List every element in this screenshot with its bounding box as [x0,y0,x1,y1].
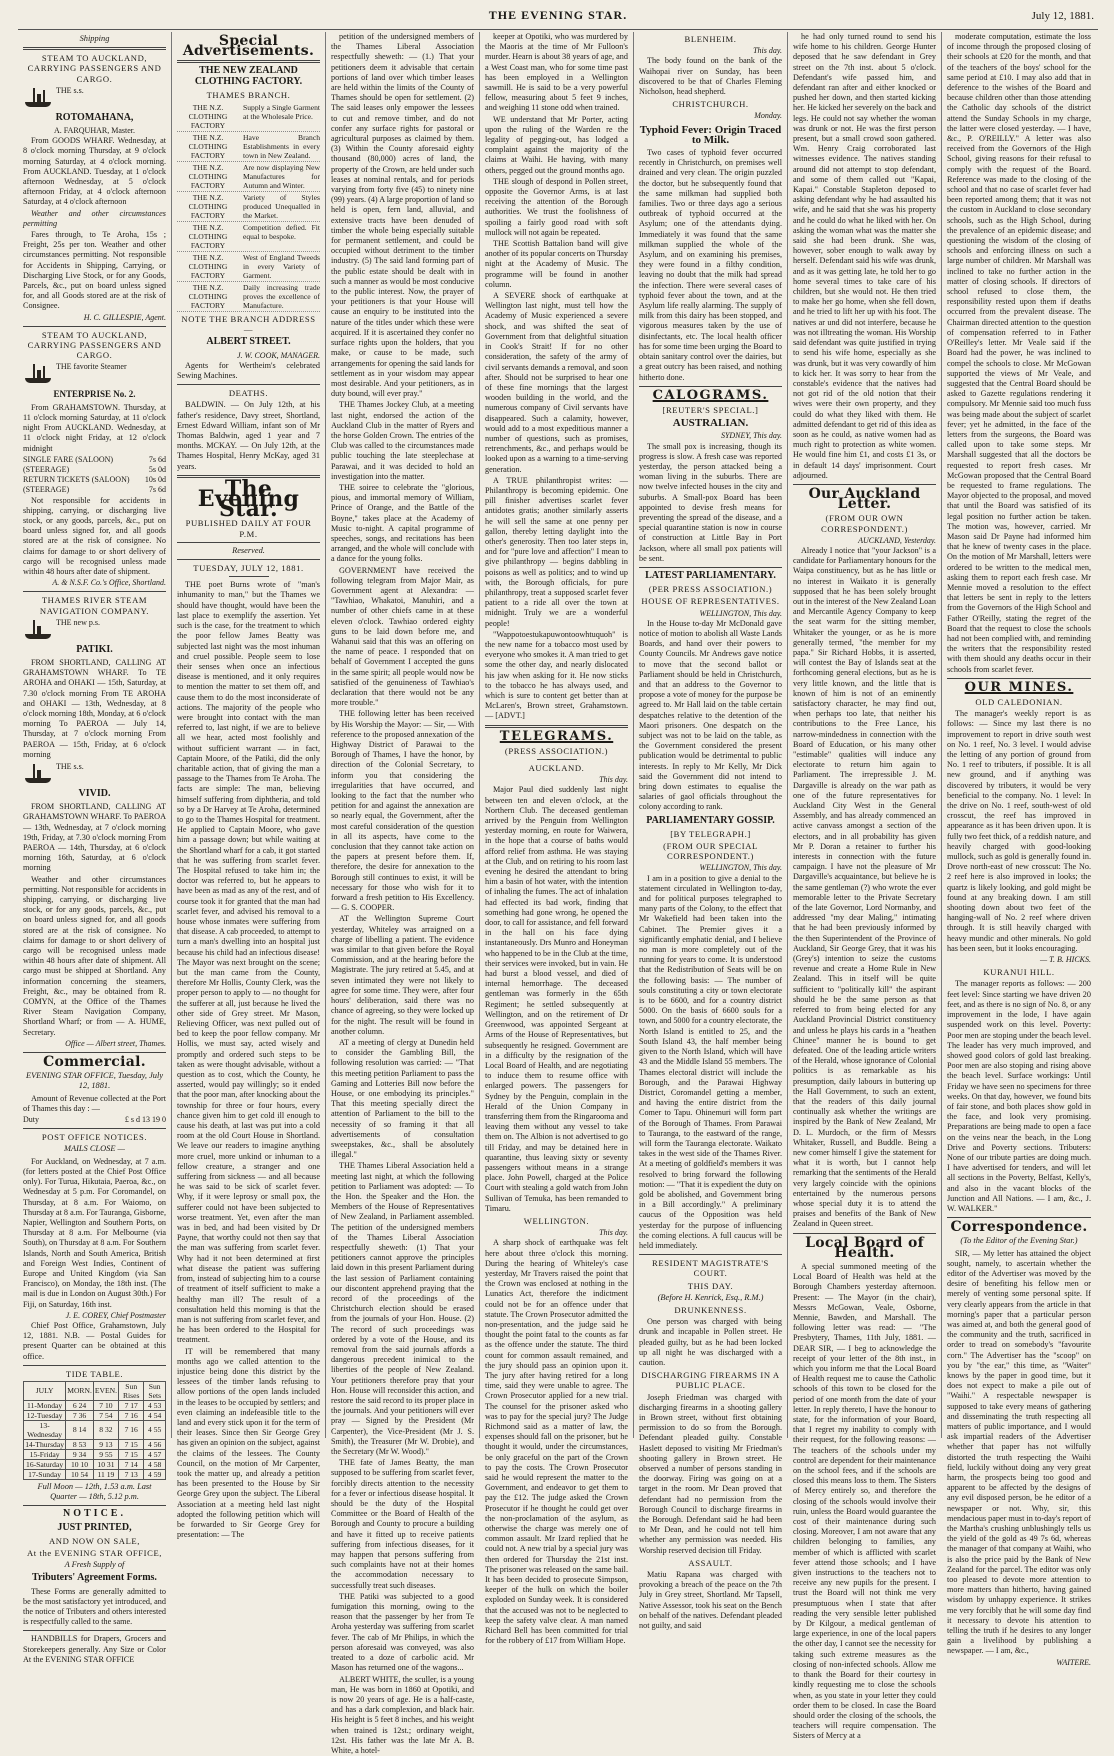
australian-heading: AUSTRALIAN. [639,418,782,428]
article-paragraph: petition of the undersigned members of the Thames Liberal Association respectfully sheweth: — (1.) That your petitioners deem it advisable that certain portions of land over which timber leases are held within the limits of the County of Thames should be open for settlement. (2) The said leases only empower the lessees to cut and remove timber, and do not confer any surface rights for pastoral or agricultural purposes as claimed by them. (3) Within the County aforesaid eighty thousand (80,000) acres of land, the property of the Crown, are held under such leases at nominal rentals, and for periods varying from forty five (45) to ninety nine (99) years. (4) A large proportion of land so held is open, fern land, alluvial, and extensive tracts have been denuded of timber the whole being especially suitable for permanent settlement, and could be occupied without detriment to the timber industry. (5) The said land forming part of the public estate should be dealt with in such a manner as would be most conducive to the public interest. Now, the prayer of your petitioners is that your House will cause an enquiry to be instituted into the nature of the titles under which these were acquired. If it is ascertained they confer no surface rights upon the holders, that you make, or cause to be made, such arrangements for opening the said lands for settlement as in your wisdom may appear most desirable. And your petitioners, as in duty bound, will ever pray." [331,32,474,399]
ad-vivid-name: VIVID. [23,789,166,799]
table-row: 14-Thursday 8 53 9 13 7 15 4 56 [24,1439,166,1449]
table-row: 16-Saturday 10 10 10 31 7 14 4 58 [24,1459,166,1469]
factory-note: NOTE THE BRANCH ADDRESS — [177,314,320,334]
ad-vivid-body: FROM SHORTLAND, CALLING AT GRAHAMSTOWN WHARF. To PAEROA — 13th, Wednesday, at 7 o'clock morning 19th, Friday, at 7.30 o'clock morning From PAEROA — 14th, Thursday, at 6 o'clock morning 16th, Saturday, at 6 o'clock morning [23,802,166,873]
wellington-body: A sharp shock of earthquake was felt here about three o'clock this morning. During the hearing of Whiteley's case yesterday, Mr Travers raised the point that the Crown was enclosed at nothing in the Lunatics Act, therefore the indictment could not be for an offence under that statute. The Crown Prosecutor admitted the non-presentation, and the judge said he thought the point fatal to the counts as far as the offence under the statute. The third count for common assault remained, and the jury should pass an opinion upon it. The jury after having retired for a long time, said they were unable to agree. The Crown Prosecutor applied for a new trial. The counsel for the prisoner asked who was to pay for the special jury? The Judge Richmond said as a matter of law, the expenses should fall on the prisoner, but he thought it would, under the circumstances, be only graceful on the part of the Crown to pay the costs. The Crown Prosecutor said he would represent the matter to the Government, and endeavor to get them to pay the £12. The judge asked the Crown Prosecutor if he thought he could get over the non-proclamation of the asylum, as otherwise the charge was merely one of common assault. Mr Izard replied that he could not. A new trial by a special jury was then ordered for Thursday the 21st inst. The prisoner was released on the same bail. It has been decided to prosecute Simpson, keeper of the hulk on which the boiler exploded on Sunday week. It is considered that the accused was not to be neglected to keep the safety valve clear. A man named Richard Bell has been committed for trial for the robbery of £17 from William Hope. [485,1238,628,1646]
deaths-body: BALDWIN. — On July 12th, at his father's residence, Davy street, Shortland, Ernest Edward William, infant son of Mr Thomas Baldwin, aged 1 year and 7 months. MCKAY. — On July 12th, at the Thames Hospital, Henry McKay, aged 31 years. [177,400,320,471]
duty-row: Duty £ s d 13 19 0 [23,1115,166,1125]
post-office-heading: POST OFFICE NOTICES. [23,1132,166,1142]
factory-address: ALBERT STREET. [177,337,320,347]
blenheim-heading: BLENHEIM. [639,34,782,44]
gossip-day: WELLINGTON, This day. [639,863,782,873]
newspaper-page [18,6,1098,1438]
parliamentary-heading: LATEST PARLIAMENTARY. [639,571,782,581]
column-7 [942,32,1096,1438]
ad-patiki-body: FROM SHORTLAND, CALLING AT GRAHAMSTOWN WHARF. To TE AROHA and OHAKI — 15th, Saturday, at 7.30 o'clock morning From TE AROHA and OHAKI — 13th, Wednesday, at 8 o'clock morning 18th, Monday, at 6 o'clock morning To PAEROA — July 14, Thursday, at 7 o'clock morning From PAEROA — 15th, Friday, at 6 o'clock morning [23,658,166,760]
newspaper-title: The Evening Star. [177,484,320,515]
factory-row: THE N.Z. CLOTHING FACTORY Are now displaying New Manufactures for Autumn and Winter. [177,162,320,192]
deaths-heading: DEATHS. [177,388,320,398]
auckland-heading: AUCKLAND. [485,763,628,773]
running-head-title: THE EVENING STAR. [18,8,1098,23]
gossip-heading: PARLIAMENTARY GOSSIP. [639,816,782,826]
notice-footer: HANDBILLS for Drapers, Grocers and Storekeepers generally. Any Size or Color At the EVENING STAR OFFICE [23,1634,166,1665]
article-paragraph: he had only turned round to send his wife home to his children. George Hunter deposed that he saw defendant in Grey street on the 7th inst. about 5 o'clock. Defendant's wife passed him, and defendant ran after and either knocked or pushed her down, and then started kicking her. He kicked her severely on the back and legs. He could not say whether the woman was drunk or not. He was the first person present, but a small crowd soon gathered. Wm. Henry Craig corroborated last witnesses evidence. The natives standing around did not attempt to stop defendant, and some of them called out "Kapai, Kapai." Constable Stapleton deposed to asking defendant why he had assaulted his wife, and he said that she was his property and he could do what he liked with her. On asking the woman what was the matter she said she had been drunk. She was, however, sober enough to walk away by herself. Defendant said his wife was drunk, and as it was getting late, he told her to go home several times to take care of his children, but she would not. He then tried to make her go home, when she fell down, and he tried to lift her up with his foot. The natives ar und did not interfere, because he was not illtreating the woman. His Worship said defendant was quite justified in trying to send his wife home, especially as she was drunk, but it was very cowardly of him to kick her. It was sorry to hear from the constable's evidence that the natives had not got rid of the old notion that their wives were their own property, and they could do what they liked with them. He admitted defendant to get rid of this idea as soon as he could, as native women had as much right to protection as white women. He would fine him £1, and costs £1 3s, or in default 14 days' imprisonment. Court adjourned. [793,32,936,481]
table-row: 15-Friday 9 34 9 55 7 15 4 57 [24,1449,166,1459]
post-office-sig: J. E. COREY, Chief Postmaster [23,1311,166,1321]
fare-row: (STEERAGE) 7s 6d [23,485,166,495]
ad-rotomahana-notice: Fares through, to Te Aroha, 15s ; Freight, 25s per ton. Weather and other circumstances permitting. Not responsible for Accidents in Shipping, Carrying, or Discharging Live Stock, or for any Goods, Parcels, &c., put on board unless signed for, and all Goods stored are at the risk of Consignee. [23,230,166,312]
fare-row: RETURN TICKETS (SALOON) 10s 0d [23,475,166,485]
notice-line2: AND NOW ON SALE, [23,1536,166,1546]
commercial-heading: Commercial. [23,1057,166,1067]
notice-line1: JUST PRINTED, [23,1523,166,1533]
auckland-letter-day: AUCKLAND, Yesterday. [793,536,936,546]
typhoid-heading: Typhoid Fever: Origin Traced to Milk. [639,125,782,145]
divider [23,47,166,50]
notice-line4: A Fresh Supply of [23,1560,166,1570]
divider [23,1505,166,1506]
ad-vivid-notice: Weather and other circumstances permitting. Not responsible for accidents in shipping, carrying, or discharging live stock, or for any goods, parcels, &c., put on board unless signed for, and all goods stored are at the risk of consignee. No claims for damage to or short delivery of cargo will be recognised unless made within 48 hours after date of shipment. All cargo must be shipped at Shortland. Any information concerning the steamers, Freight, &c., may be obtained from R. COMYN, at the Office of the Thames River Steam Navigation Company, Shortland Wharf; or from — A. HUME, Secretary. [23,875,166,1038]
notice-line5: Tributers' Agreement Forms. [23,1573,166,1583]
commercial-office: EVENING STAR OFFICE, Tuesday, July 12, 1881. [23,1071,166,1091]
notice-heading: NOTICE. [23,1509,166,1519]
typhoid-body: Two cases of typhoid fever occurred recently in Christchurch, on premises well drained and very clean. The origin puzzled the doctor, but he subsequently found that the same milkman had supplied both families. Two or three days ago a serious outbreak of typhoid occurred at the Asylum; one of the attendants dying. Immediately it was found that the same milkman supplied the whole of the Asylum, and on examining his premises, they were found in a filthy condition, leaving no doubt that the milk had spread the infection. There were several cases of typhoid fever about the town, and at the Asylum life really alarming. The supply of milk from this dairy has been stopped, and vigorous measures taken by the use of disinfectants, etc. The local health officer has for some time been urging the Board to obtain sanitary control over the dairies, but a great outcry has been raised, and nothing hitherto done. [639,148,782,383]
house-day: WELLINGTON, This day. [639,609,782,619]
divider [485,725,628,728]
divider [177,559,320,560]
blenheim-body: The body found on the bank of the Waihopai river on Sunday, has been discovered to be that of Charles Fleming Nicholson, head shepherd. [639,56,782,97]
article-paragraph: THE Thames Jockey Club, at a meeting last night, endorsed the action of the Auckland Club in the matter of Ryers and the horse Golden Crown. The entries of the Club was called to the circumstances made public touching the late steeplechase at Parawai, and it was decided to hold an investigation into the matter. [331,400,474,482]
assault-heading: ASSAULT. [639,1558,782,1568]
sydney-body: The small pox is increasing, though its progress is slow. A fresh case was reported yesterday, the person attacked being a woman living in the suburbs. There are now twelve infected houses in the city and suburbs. A Small-pox Board has been appointed to devise fresh means for preventing the spread of the disease, and a special quarantine station is now in course of construction at Little Bay in Port Jackson, where all small pox patients will be sent. [639,442,782,564]
running-head-date: July 12, 1881. [1032,10,1094,22]
column-4 [480,32,634,1438]
post-office-footer: Chief Post Office, Grahamstown, July 12, 1881. N.B. — Postal Guides for present Quarter can be obtained at this office. [23,1321,166,1362]
divider [537,759,577,760]
tide-heading: TIDE TABLE. [23,1369,166,1379]
house-heading: HOUSE OF REPRESENTATIVES. [639,596,782,606]
factory-row: THE N.Z. CLOTHING FACTORY Daily increasing trade proves the excellence of Manufacture. [177,282,320,312]
ship-illustration-row [23,618,166,642]
column-1 [18,32,172,1438]
article-paragraph: THE Scottish Battalion band will give another of its popular concerts on Thursday night at the Academy of Music. The programme will be found in another column. [485,239,628,290]
correspondence-sig: WAITERE. [947,1658,1091,1668]
divider [23,326,166,327]
ad-patiki-shipline: THE new p.s. [56,618,166,628]
auckland-letter-corr: (FROM OUR OWN CORRESPONDENT.) [793,513,936,533]
article-paragraph: THE Patiki was subjected to a good fumigation this morning, owing to the reason that the passenger by her from Te Aroha yesterday was suffering from scarlet fever. The cab of Mr Philips, in which the person aforesaid was conveyed, was also treated to a doze of carbolic acid. Mr Mason has returned one of the wagons... [331,1592,474,1674]
firearms-body: Joseph Friedman was charged with discharging firearms in a shooting gallery in Brown street, without first obtaining permission to do so from the Borough. Defendant pleaded guilty. Constable Haslett deposed to visiting Mr Friedman's shooting gallery in Brown street. He observed a number of persons standing in the doorway. Firing was going on at a target in the room. Mr Dean proved that defendant had no permission from the Borough Council to discharge firearms in the Borough. Defendant said he had been to Mr Dean, and he could not tell him whether any permission was needed. His Worship reserved decision till Friday. [639,1393,782,1556]
auckland-letter-body: Already I notice that "your Jackson" is a candidate for Parliamentary honours for the Waipa constituency, but as he has little or no interest in Waikato it is generally supposed that he has been solely brought out in the interest of the New Zealand Loan and Mercantile Agency Company to keep the seat warm for the sitting member, Whitaker the younger, or as he is more generally termed, "the member for my papa." Sir Richard Hobbs, it is asserted, will contest the Bay of Islands seat at the forthcoming general elections, but as he is very little known, and the little that is known of him is not of an eminently satisfactory character, he may find out, when perhaps too late, that neither his contributions to the Free Lance, his narrow-mindedness in connection with the Board of Education, or his many other "estimable" qualities will induce any electorate to return him again to Parliament. The irrepressible J. M. Dargaville is already on the war path as one of the future representatives for Auckland City West in the General Assembly, and has already commenced an active canvass amongst a section of the electors, and in all probability has given Mr P. Doran a retainer to further his interests in connection with the future campaign. I have not the pleasure of Mr Dargaville's acquaintance, but believe he is the same gentleman (?) who wrote the ever memorable letter to the Private Secretary of the late Governor, Lord Normanby, and addressed "my dear Maling," intimating that he had been previously informed by the then Superintendent of the Province of Auckland, Sir George Grey, that it was his (Grey's) intention to seize the customs revenue and create a Home Rule in New Zealand. This in itself will be quite sufficient to "politically kill" the aspirant should he be the same person as that referred to from being elected for any Auckland Provincial District constituency and unless he plays his cards in a "heathen Chinee" manner he is bound to get defeated. One of the leading article writers of the Herald, whose ignorance of Colonial politics is as remarkable as his presumption, daily labours in buttering up the Hall Government, to such an extent, that the readers of this daily journal continually ask whether the writings are inspired by the Bank of New Zealand, Mr D. L. Murdoch, or the firm of Messrs Whitaker, Russell, and Buddle. Being a new comer himself I give the statement for what it is worth, but I cannot help remarking that the sentiments of the Herald very largely coincide with the opinions entertained by the numerous persons whose special duty it is to attend the praises and benefits of the Bank of New Zealand in Queen street. [793,546,936,1230]
wellington-heading: WELLINGTON. [485,1216,628,1226]
factory-branch: THAMES BRANCH. [177,90,320,100]
divider [177,384,320,385]
factory-row: THE N.Z. CLOTHING FACTORY Have Branch Establishments in every town in New Zealand. [177,132,320,162]
old-caledonian-body: The manager's weekly report is as follows: — Since my last there is no improvement to report in drive south west on No. 1 reef, No. 3 level. I would advise the letting of any portion of ground from No. 1 reef to tributers, if possible. It is all new ground, and if anything was discovered by tributers, it would be very beneficial to the company. No. 1 level: In the drive on No. 1 reef, south-west of old crosscut, the reef has improved in appearance as it has been driven upon. It is fully two feet thick, of a reddish nature, and heavily charged with good-looking mullock, such as gold is generally found in. Drove north-east of new crosscut: The No. 2 reef here is also improved in looks; the quartz is likely looking, and gold might be found at any breaking down. I am still shooting down about two feet of the hanging-wall of No. 2 reef where driven through. It is still heavily charged with heavy mundic and other minerals. No gold has been seen, but it looks encouraging. [947,709,1091,954]
factory-agents: Agents for Wertheim's celebrated Sewing Machines. [177,361,320,381]
divider [793,1233,936,1234]
factory-row: THE N.Z. CLOTHING FACTORY Competition defied. Fit equal to bespoke. [177,222,320,252]
table-row: 13-Wednesday 8 14 8 32 7 16 4 55 [24,1420,166,1439]
telegrams-heading: TELEGRAMS. [485,732,628,742]
article-paragraph: GOVERNMENT have received the following telegram from Major Mair, as Government agent at Alexandra: — "Tawhiao, Whakatoi, Manuhiri, and a number of other chiefs came in at these eleven o'clock. Tawhiao ordered eighty guns to be laid down before me, and Wahanui said that this was an offering on the name of peace. I responded that on behalf of Government I accepted the guns in the same spirit; all people would now be satisfied of the genuineness of Tawhiao's declaration that there would not be any more trouble." [331,566,474,709]
correspondence-body: SIR, — My letter has attained the object sought, namely, to ascertain whether the editor of the Advertiser was moved by the desire of benefiting his fellow men or merely of venting some personal spite. If very clearly appears from the article in that morning's paper that a particular person was aimed at, and both the general good of the community and the truth, sacrificed in order to tread on somebody's "favourite corn." The Advertiser has the "scoop" on you by "the ear," this time, as "Waiter" knows by the paper in good time, but it does not expect to make a pile out of "Waihi." A respectable newspaper is supposed to take every means of gathering and disseminating the truth respecting all matters of public importance, and I would ask impartial readers of the Advertiser whether that paper has not wilfully distorted the truth respecting the Waihi field, luckily without doing any very great harm, the prospects being too good and apparent to be affected by the designs of any evil disposed person, be he editor of a newspaper or not. Why, sir, this mendacious paper must in to-day's report of the Martha's crushing unblushingly tells us the yield of the gold as 49 7s 6d, whereas the manager of that company at Waihi, who is also the price paid by the Bank of New Zealand for the parcel. The editor was only too pleased to devote more attention to more matters than hitherto, having gained wisdom by unhappy experience. It strikes me very forcibly that he will some day find it necessary to devote his attention to telling the truth if he desires to any longer gain a livelihood by publishing a newspaper. — I am, &c., [947,1249,1091,1657]
gossip-by: [BY TELEGRAPH.] [639,829,782,839]
column-3 [326,32,480,1438]
ad-enterprise-heading: STEAM TO AUCKLAND, CARRYING PASSENGERS AND CARGO. [23,330,166,361]
old-caledonian-heading: OLD CALEDONIAN. [947,697,1091,707]
divider [639,386,782,387]
table-row: 17-Sunday 10 54 11 19 7 13 4 59 [24,1469,166,1479]
ad-vivid-shipline: THE s.s. [56,762,166,772]
commercial-body: Amount of Revenue collected at the Port of Thames this day : — [23,1094,166,1114]
factory-list [177,102,320,312]
board-of-health-heading: Local Board of Health. [793,1238,936,1258]
divider [229,576,269,577]
ad-vivid-agent: Office — Albert street, Thames. [23,1039,166,1049]
editorial-body: THE poet Burns wrote of "man's inhumanity to man," but the Thames we should have thought, would have been the last place to exemplify the assertion. Yet such is the case, for the treatment to which the poor fellow James Beatty was subjected last night was the most inhuman and cruel possible. People seem to lose their senses when once an infectious disease is mentioned, and it only requires to mention the matter to set them off, and cause them to do the most inconsiderate of actions. The majority of the people who were brought into contact with the man referred to, last night, if we are to believe all we hear, acted most foolishly and without sufficient warrant — in fact, Captain Moore, of the Patiki, did the only charitable action, that of giving the man a passage to the Thames from Te Aroha. The facts are simple: The man, believing himself suffering from diphtheria, and told so by a Dr Harvey at Te Aroha, determined to go to the Thames Hospital for treatment. He applied to Captain Moore, who gave him a passage down; but while waiting at the Shortland wharf for a cab, it got started that he was suffering from scarlet fever. The Hospital refused to take him in; the doctor was referred to, but he appears to have been as mad as any of the rest, and of course took it for granted that the man had scarlet fever, and advised his removal to a house whose inmates were suffering from that disease. A cab proceeded, to attempt to turn a man's dwelling into an hospital just because his child had an infectious disease! The Mayor was next brought on the scene; but the man came from the County, therefore Mr Hollis, County Clerk, was the proper person to apply to — no thought for the sufferer at all, just because he lived the other side of Grey street. Mr Mason, Relieving Officer, was next pulled out of bed to keep the poor fellow company. Mr Hollis, we must say, acted wisely and promptly and ordered such steps to be taken as were thought advisable, without a question as to cost, which the County, he asserted, would pay willingly; so it ended that the poor man, after knocking about the township for three or four hours, every chance given him to get cold ill enough to cause his death, at last was put into a cold room at the old Court House in Shortland. We leave our readers to imagine anything more cruel, more unkind or inhuman to a fellow creature, a stranger and one suffering from sickness — and all because he was said to be sick of scarlet fever. Why, if it were leprosy or small pox, the sufferer could not have been subjected to worse treatment. Yet, even after the man was in bed, and had been visited by Dr Payne, that worthy could not then say that the man was suffering from scarlet fever. Why had it not been determined at first what disease the patient was suffering from, instead of subjecting him to a course of treatment of itself sufficient to make a healthy man ill? The result of a consultation held this morning is that the man is not suffering from scarlet fever, and he has been ordered to the Hospital for treatment. [177,580,320,1345]
tide-moon: Full Moon — 12th, 1.53 a.m. Last Quarter — 18th, 5.12 p.m. [23,1482,166,1502]
ad-rotomahana-master: A. FARQUHAR, Master. [23,126,166,136]
divider [177,60,320,63]
sydney-day: SYDNEY, This day. [639,431,782,441]
divider [23,1128,166,1129]
auckland-day: This day. [485,775,628,785]
notice-line3: At the EVENING STAR OFFICE, [23,1548,166,1558]
divider [23,1052,166,1053]
factory-row: THE N.Z. CLOTHING FACTORY Variety of Styles produced Unequalled in the Market. [177,192,320,222]
steamship-icon [23,618,53,642]
calograms-heading: CALOGRAMS. [639,391,782,401]
reserved-line: Reserved. [177,546,320,556]
steamship-icon [23,762,53,786]
drunk-body: One person was charged with being drunk and incapable in Pollen street. He pleaded guilty, but as he had been locked up all night he was discharged with a caution. [639,1317,782,1368]
special-ads-heading: Special Advertisements. [177,36,320,56]
article-paragraph: keeper at Opotiki, who was murdered by the Maoris at the time of Mr Fulloon's murder. Hearn is about 38 years of age, and a West Coast man, who for some time past has been employed in a Wellington sawmill. He is said to be a very powerful fellow, measuring about 5 feet 9 inches, and weighing 11 stone odd when trained. [485,32,628,114]
kuranui-body: The manager reports as follows: — 200 feet level: Since starting we have driven 20 feet, and as there is no sign of No. 8, or any improvement in the lode, I have again suspended work on this level. Poverty: Poor men are stoping under the beach level. The leader has very much improved, and showed good colors of gold last breaking. Poor men are also stoping and rising above the beach level. Surface workings: Until Friday we have seen no specimens for three weeks. On that day, however, we found bits of fair stone, and both places show gold in the face, and look very promising. Preparations are being made to open a face on the veins near the beach, in the Long Drive and Poverty sections. Tributers: None of our tribute parties are doing much. I have advertised for tenders, and will let all sections in the Poverty, Belfast, Kelly's, and also in the vacant blocks of the Junction and All Nations. — I am, &c., J. W. WALKER." [947,979,1091,1214]
published-line: PUBLISHED DAILY AT FOUR P.M. [177,518,320,538]
ad-rotomahana-name: ROTOMAHANA, [23,113,166,123]
board-of-health-body: A special summoned meeting of the Local Board of Health was held at the Borough Chambers yesterday afternoon. Present: — The Mayor (in the chair), Messrs McGowan, Veale, Osborne, Mennie, Bawden, and Marshall. The following letter was read: — "The Presbytery, Thames, 11th July, 1881. — DEAR SIR, — I beg to acknowledge the receipt of your letter of the 8th inst., in which you inform me that the Local Board of Health request me to cause the Catholic schools of this town to be closed for the period of one month from the date of your letter. In reply thereto, I have the honour to state, for the information of your Board, that I regret my inability to comply with their request, for the following reasons: — The teachers of the schools under my control are dependent for their maintenance on the school fees, and if the schools are closed this means loss to them. The Sisters of Mercy entirely so, and therefore the closing of the schools would involve their ruin, unless the Board would guarantee the cost of their maintenance during such closing. Moreover, I am not aware that any children belonging to families, any member of which is afflicted with scarlet fever attend those schools; and I have given instructions to the teachers not to receive any new pupils for the present. I trust the Board will not think me very presumptuous when I state that after reading the very sensible letter published by Dr Kilgour, a medical gentleman of large experience, in one of the local papers the other day, I cannot see the necessity for taking such extreme measures as the closing of non-infected schools. Allow me to thank the Board for their courtesy in kindly requesting me to close the schools when, as you state in your letter they could order them to be closed. In case the Board should order the closing of the schools, the teachers will require compensation. The Sisters of Mercy at a [793,1262,936,1742]
ad-rotomahana-agent: H. C. GILLESPIE, Agent. [23,313,166,323]
factory-row: THE N.Z. CLOTHING FACTORY Supply a Single Garment at the Wholesale Price. [177,102,320,132]
article-paragraph: THE soiree to celebrate the "glorious, pious, and immortal memory of William, Prince of Orange, and the Battle of the Boyne," takes place at the Academy of Music to-night. A capital programme of speeches, songs, and recitations has been arranged, and the whole will conclude with a dance for the young folks. [331,483,474,565]
divider [23,1365,166,1366]
article-paragraph: THE fate of James Beatty, the man supposed to be suffering from scarlet fever, forcibly directs attention to the necessity for a fever or infectious disease hospital. It should be the duty of the Hospital Committee or the Board of Health of the Borough and County to procure a building and have it fitted up to receive patients suffering from infectious diseases, for it may happen that persons suffering from such complaints have not at their homes the accommodation necessary to successfully treat such diseases. [331,1458,474,1591]
ship-illustration-row [23,362,166,386]
factory-title: THE NEW ZEALAND CLOTHING FACTORY. [177,66,320,86]
shipping-heading: Shipping [23,34,166,44]
tide-table [23,1381,166,1480]
running-head [18,6,1098,30]
factory-row: THE N.Z. CLOTHING FACTORY West of England Tweeds in every Variety of Garment. [177,252,320,282]
divider [177,542,320,543]
gossip-corr: (FROM OUR SPECIAL CORRESPONDENT.) [639,841,782,861]
telegrams-press: (PRESS ASSOCIATION.) [485,746,628,756]
christchurch-day: Monday. [639,111,782,121]
post-office-sub: MAILS CLOSE — [23,1144,166,1154]
article-paragraph: AT the Wellington Supreme Court yesterday, Whiteley was arraigned on a charge of libelling a patient. The evidence was similar to that given before the Royal Commission, and at the hearing before the Magistrate. The jury retired at 5.45, and at seven intimated they were not likely to agree for some time. They were, after four hours' deliberation, said there was no chance of agreeing, so they were locked up for the night. The result will be found in another column. [331,914,474,1036]
correspondence-heading: Correspondence. [947,1222,1091,1232]
correspondence-to: (To the Editor of the Evening Star.) [947,1236,1091,1246]
ad-rotomahana-weather: Weather and other circumstances permitting [23,209,166,229]
column-2 [172,32,326,1438]
article-paragraph: AT a meeting of clergy at Dunedin held to consider the Gambling Bill, the following resolution was carried: — "That this meeting petition Parliament to pass the Gaming and Lotteries Bill now before the House, or one embodying its principles." That this meeting specially direct the attention of Parliament to the bill to the necessity of so framing it that all advertisements of consultation sweepstakes, &c., shall be absolutely illegal." [331,1038,474,1160]
article-paragraph: A SEVERE shock of earthquake at Wellington last night, must tell how the Academy of Music experienced a severe shock, and was shifted the seat of Government from that delightful situation in Cook's Strait! If for no other consideration, the safety of the army of civil servants demands a removal, and soon after. Should not be surprised to hear one of these fine mornings that the largest wooden building in the world, and the numerous company of Civil servants have disappeared. Such a calamity, however, would add to a most expeditious manner a number of questions, such as promises, retrenchments, &c., and perhaps would be looked upon as a warning to a time-serving generation. [485,291,628,475]
divider [639,567,782,568]
house-body: In the House to-day Mr McDonald gave notice of motion to abolish all Waste Lands Boards, and hand over their powers to County Councils. Mr Andrews gave notice to move that the second ballot or Parliament should be held in Christchurch, and that an address to the Governor to propose a vote of money for the purpose be agreed to. Mr Hall laid on the table certain despatches relative to the detention of the Maori prisoners. One despatch on the subject was not to be laid on the table, as the Government considered the present publication would be detrimental to public interests. In reply to Mr Kelly, Mr Dick said the Government did not intend to bring down estimates to equalise the salaries of gaol officials throughout the colony according to rank. [639,619,782,813]
factory-manager: J. W. COOK, MANAGER. [177,351,320,361]
ship-illustration-row [23,762,166,786]
auckland-letter-heading: Our Auckland Letter. [793,489,936,509]
firearms-heading: DISCHARGING FIREARMS IN A PUBLIC PLACE. [639,1370,782,1390]
columns [18,32,1098,1438]
wellington-day: This day. [485,1228,628,1238]
rm-court-before: (Before H. Kenrick, Esq., R.M.) [639,1293,782,1303]
ad-enterprise-notice: Not responsible for accidents in shipping, carrying, or discharging live stock, or any goods, parcels, &c., put on board unless signed for, and all goods stored are at the risk of consignee. No claims for damage to or short delivery of cargo will be recognised unless made within 48 hours after date of shipment. [23,496,166,578]
ad-enterprise-body: From GRAHAMSTOWN. Thursday, at 11 o'clock morning Saturday, at 11 o'clock night From AUCKLAND. Wednesday, at 11 o'clock night Friday, at 12 o'clock midnight [23,403,166,454]
ad-rotomahana-body: From GOODS WHARF. Wednesday, at 8 o'clock morning Thursday, at 9 o'clock morning Saturday, at 4 o'clock morning. From AUCKLAND. Tuesday, at 1 o'clock afternoon Wednesday, at 5 o'clock afternoon Friday, at 4 o'clock afternoon Saturday, at 4 o'clock afternoon [23,136,166,207]
rm-court-day: THIS DAY. [639,1281,782,1291]
article-paragraph: THE following letter has been received by His Worship the Mayor: — Sir, — With reference to the proposed annexation of the Highway District of Parawai to the Borough of Thames, I have the honor, by direction of the Colonial Secretary, to inform you that considering the irregularities that have occurred, and looking to the fact that the number who petition for and against the annexation are so nearly equal, the Government, after the most careful consideration of the question in all its aspects, have come to the conclusion that they cannot take action on the papers at present before them. If, therefore, the desire for annexation to the Borough still continues to exist, it will be necessary for those who wish for it to forward a fresh petition to His Excellency. — G. S. COOPER. [331,709,474,913]
article-paragraph: ALBERT WHITE, the sculler, is a young man, He was born in 1860 at Opotiki, and is now 20 years of age. He is a half-caste, and has a dark complexion, and black hair. His height is 5 feet 8 inches, and his weight when trained is 12st.; ordinary weight, 12st. His father was the late Mr A. B. White, a hotel- [331,1675,474,1756]
notice-body: These Forms are generally admitted to be the most satisfactory yet introduced, and the notice of Tributers and others interested is respectfully called to the same. [23,1587,166,1628]
old-caledonian-sig: — T. B. HICKS. [947,955,1091,965]
ad-patiki-heading: THAMES RIVER STEAM NAVIGATION COMPANY. [23,595,166,615]
steamship-icon [23,86,53,110]
article-paragraph: WE understand that Mr Porter, acting upon the ruling of the Warden re the legality of pegging-out, has lodged a complaint against the majority of the claims at Waihi. He having, with many others, pegged out the ground months ago. [485,115,628,176]
steamship-icon [23,362,53,386]
divider [23,591,166,592]
ad-enterprise-shipline: THE favorite Steamer [56,362,166,372]
fare-row: SINGLE FARE (SALOON) 7s 6d [23,455,166,465]
drunk-heading: DRUNKENNESS. [639,1305,782,1315]
divider [23,1630,166,1631]
fare-row: (STEERAGE) 5s 0d [23,465,166,475]
divider [947,1217,1091,1218]
dateline: TUESDAY, JULY 12, 1881. [177,563,320,573]
ad-enterprise-agent: A. & N.S.F. Co.'s Office, Shortland. [23,578,166,588]
rm-court-heading: RESIDENT MAGISTRATE'S COURT. [639,1258,782,1278]
divider [793,484,936,485]
ad-rotomahana-heading: STEAM TO AUCKLAND, CARRYING PASSENGERS AND CARGO. [23,53,166,84]
table-row: 11-Monday 6 24 7 10 7 17 4 53 [24,1400,166,1410]
kuranui-heading: KURANUI HILL. [947,967,1091,977]
divider [639,1254,782,1255]
post-office-body: For Auckland, on Wednesday, at 7 a.m. (for letters posted at the Chief Post Office only). For Turua, Hikutaia, Paeroa, &c., on Wednesday at 5 p.m. For Coromandel, on Thursday, at 8 a.m. For Waiomo, on Thursday at 8 a.m. For Tauranga, Gisborne, Napier, Wellington and Southern Ports, on Thursday at 8 a.m. For Melbourne (via South), on Thursday at 8 a.m. For Southern Islands, North and South America, British and Foreign West Indies, Continent of Europe and United Kingdom (via San Francisco), on Monday, the 18th inst. (The mail is due in London on August 30th.) For Fiji, on Saturday, 16th inst. [23,1157,166,1310]
christchurch-heading: CHRISTCHURCH. [639,99,782,109]
ad-rotomahana-shipline: THE s.s. [56,86,166,96]
divider [947,678,1091,679]
tide-header-row: JULY MORN. EVEN. Sun Rises Sun Sets [24,1381,166,1400]
parliamentary-press: (PER PRESS ASSOCIATION.) [639,584,782,594]
gossip-body: I am in a position to give a denial to the statement circulated in Wellington to-day, and for political purposes telegraphed to many parts of the Colony, to the effect that Mr Wakefield had been taken into the Cabinet. The Premier gives it a significantly emphatic denial, and I believe no man is more completely out of the running for years to come. It is understood that the Redistribution of Seats will be on the following basis: — The number of souls constituting a city or town electorate is to be 6600, and for a country district 5000. On the basis of 6600 souls for a town, and 5000 for a country electorate, the North Island is entitled to 25, and the South Island 43, the half member being given to the North Island, which will have 43 and the Middle Island 55 members. The Thames electoral district will include the Borough, and the Parawai Highway District, Coromandel getting a member, and having the entire district from the Comer to Tapu. Ohinemuri will form part of the Borough of Thames. From Parawai to Tauranga, to the eastward of the range, will form the Tauranga electorate. Waikato takes in the west side of the Thames River. At a meeting of goldfield's members it was resolved to bring forward the following motion: — "That it is expedient the duty on gold be abolished, and Government bring in a Bill accordingly." A preliminary caucus of the Opposition was held yesterday for the purpose of influencing the coming elections. A full caucus will be held immediately. [639,874,782,1252]
mines-heading: OUR MINES. [947,683,1091,693]
article-paragraph: A TRUE philanthropist writes: — Philanthropy is becoming epidemic. One pill finisher advertises scarlet fever antidotes gratis; another similarly asserts he will sell the same at one penny per gallon, thereby letting daylight into the other's generosity. Then too later steps in, and for "pure love and affection" I mean to give philanthropy — begins dabbling in poisons as well as politics; and to wind up with, the Borough officials, for pure philanthropy, treat a supposed scarlet fever patient to a ride all over the town at midnight. Truly we are a wonderful people! [485,476,628,629]
article-paragraph: THE slough of despond in Pollen street, opposite the Governor Arms, is at last receiving the attention of the Borough authorities. We trust the foolishness of spoiling a fairly good road with soft mullock will not again be repeated. [485,177,628,238]
article-paragraph: "Wappotoestukapuwontoowhtuquoh" is the new name for a tobacco most used by everyone who smokes it. A man tried to get some the other day, and nearly dislocated his jaw when asking for it. He now sticks to the tobacco he has always used, and which is sure to content get better than at McLaren's, Brown street, Grahamstown. — [ADVT.] [485,630,628,722]
editorial-body-2: IT will be remembered that many months ago we called attention to the injustice being done this district by the lessees of the timber lands refusing to allow portions of the open lands included in the leases to be occupied by settlers; and even claiming an indefeasible title to the land and every stick upon it for the term of their leases. Since then Sir George Grey has given an opinion on the subject, against the claims of the lessees. The County Council, on the motion of Mr Carpenter, took the matter up, and already a petition has been presented to the House by Sir George Grey upon the subject. The Liberal Association at a meeting held last night adopted the following petition which will be forwarded to Sir George Grey for presentation: — The [177,1347,320,1541]
assault-body: Matiu Rapana was charged with provoking a breach of the peace on the 7th July in Grey street, Shortland. Mr Tapsell, Native Assessor, took his seat on the Bench on behalf of the natives. Defendant pleaded not guilty, and said [639,1570,782,1631]
ship-illustration-row [23,86,166,110]
article-paragraph: THE Thames Liberal Association held a meeting last night, at which the following petition to Parliament was adopted: — To the Hon. the Speaker and the Hon. the Members of the House of Representatives of New Zealand, in Parliament assembled. The petition of the undersigned members of the Thames Liberal Association respectfully sheweth: (1) That your petitioners cannot approve the principles laid down in this present Parliament during the last session of Parliament containing our discontent apprehend praying that the record of the proceedings of the Christchurch election should be erased from the journals of your Hon. House. (2) The record of such proceedings was ordered by a vote of the House, and its removal from the said journals affords a dangerous precedent inimical to the liberties of the people of New Zealand. Your petitioners therefore pray that your Hon. House will reconsider this action, and restore the said record to its proper place in the journals. And your petitioners will ever pray — Signed by the President (Mr Carpenter), the Vice-President (Mr J. S. Smith), the Treasurer (Mr W. Drobie), and the Secretary (Mr W. Wood)." [331,1161,474,1457]
auckland-body: Major Paul died suddenly last night between ten and eleven o'clock, at the Northern Club. The deceased gentleman arrived by the Penguin from Wellington yesterday morning, en route for Waiwera, in the hope that a course of baths would afford relief from asthma. He was staying at the Club, and on retiring to his room last evening he desired the attendant to bring him a basin of hot water, with the intention of inhaling the fumes. The act of inhalation had effected its bad work, finding that something had gone wrong, he opened the door, to call for assistance, and fell forward in the hall on his face dying instantaneously. Drs Munro and Honeyman who happened to be in the Club at the time, their services were invoked, but in vain. He had burst a blood vessel, and died of internal hemorrhage. The deceased gentleman was formerly in the 65th Regiment; he settled subsequently at Wellington, and on the retirement of Dr Greenwood, was appointed Sergeant at Arms of the House of Representatives, but subsequently he resigned. Government are in a difficulty by the resignation of the Local Board of Health, and are negotiating to induce them to resume office with enlarged powers. The passengers for Sydney by the Penguin, complain in the Herald of the Union Company in transferring them from the Ringarooma and leaving them without any vessel to take them on. The Albion is not advertised to go till Friday, and may be detained here in quarantine, thus leaving sixty or seventy passengers without means in a strange place. John Powell, charged at the Police Court with stealing a gold watch from John Sullivan of Temuka, has been remanded to Timaru. [485,785,628,1214]
column-6 [788,32,942,1438]
ad-enterprise-name: ENTERPRISE No. 2. [23,389,166,399]
table-row: 12-Tuesday 7 36 7 54 7 16 4 54 [24,1410,166,1420]
ad-patiki-name: PATIKI. [23,645,166,655]
blenheim-day: This day. [639,46,782,56]
reuter-line: [REUTER'S SPECIAL.] [639,405,782,415]
article-paragraph: moderate computation, estimate the loss of income through the proposed closing of their schools at £20 for the month, and that of the teachers of the boys' school for the same period at £10. I may also add that in deference to the wishes of the Board and because children other than those attending the Catholic day schools of the district attend the Sunday Schools in my charge, the latter were closed yesterday. — I have, &c., P. O'REILLY." A letter was also received from the Governors of the High School, giving reasons for their refusal to comply with the request of the Board. Reference was made to the closing of the school and that no case of scarlet fever had been reported among them; that it was not the custom in Auckland to close secondary schools, such as the High School, during the prevalence of an epidemic disease; and questioning the wisdom of the closing of schools and enforcing illness on such a large number of children. Mr Marshall was inclined to take no further action in the matter of closing schools. If directors of school refused to close them, the responsibility rested upon them if deaths occurred from the prevalent disease. The Chairman directed attention to the question of compensation referred to in Father O'Reilley's letter. Mr Veale said if the Board had the power, he was inclined to compel the schools to close. Mr McGowan supported the views of Mr Veale, and suggested that the Central Board should be asked to Gazette regulations rendering it compulsory. Mr Mennie said too much fuss was being made about the subject of scarlet fever; yet he admitted, in the face of the letters from the surgeons, the Board was called upon to take some steps. Mr Marshall suggested that all the doctors be requested to report fresh cases. Mr McGowan proposed that the Central Board be requested to frame regulations. The Mayor objected to the proposal, and moved that until the Board was satisfied of its legal position no further action be taken. The motion was, however, carried. Mr Mason said Dr Payne had informed him that he knew of twenty cases in the place. On the motion of Mr Marshall, letters were ordered to be written to the medical men, asking them to report each fresh case. Mr Mennie moved a resolution to the effect that letters be sent in reply to the letters from the Governors of the High School and Father O'Reilly, stating the regret of the Board that the request to close the schools had not been complied with, and reminding the writers that the responsibility rested with them should any deaths occur in their schools from scarlet fever. [947,32,1091,675]
fare-list [23,455,166,496]
column-5 [634,32,788,1438]
